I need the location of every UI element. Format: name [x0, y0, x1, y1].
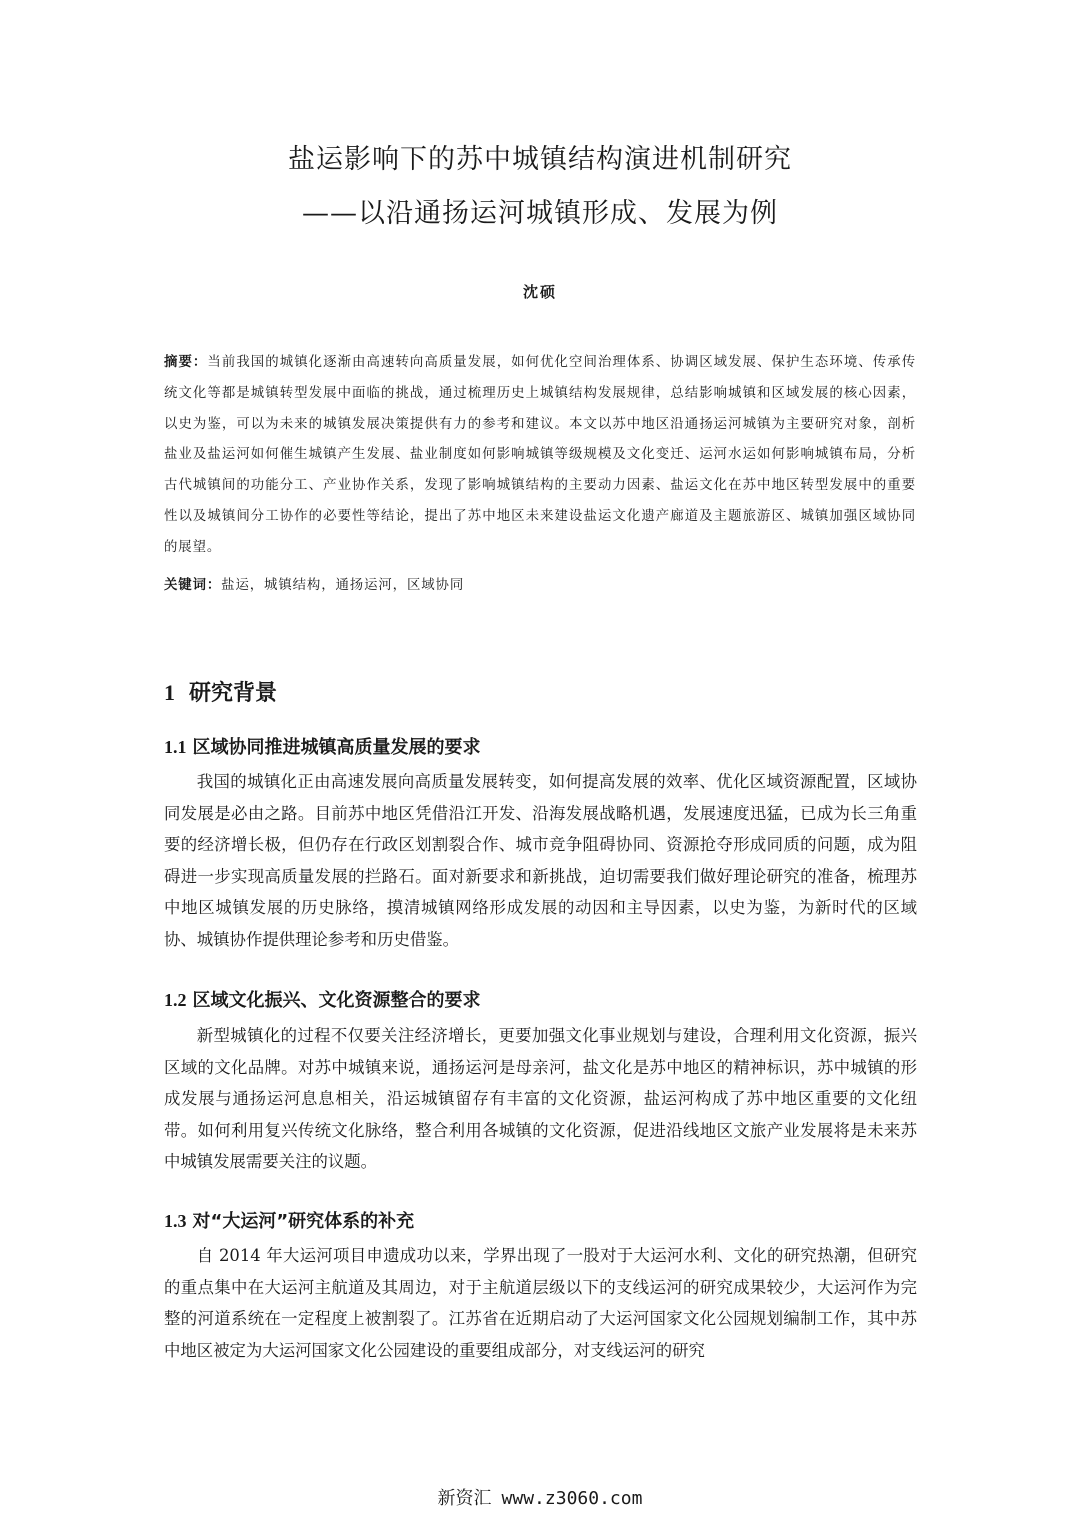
paragraph-1-3: 自 2014 年大运河项目申遗成功以来，学界出现了一股对于大运河水利、文化的研究热潮，但研究的重点集中在大运河主航道及其周边，对于主航道层级以下的支线运河的研究成果较少，大运河作为完整的河道系统在一定程度上被割裂了。江苏省在近期启动了大运河国家文化公园规划编制工作，其中苏中地区被定为大运河国家文化公园建设的重要组成部分，对支线运河的研究: [164, 1246, 917, 1360]
paragraph-1-2: 新型城镇化的过程不仅要关注经济增长，更要加强文化事业规划与建设，合理利用文化资源，振兴区域的文化品牌。对苏中城镇来说，通扬运河是母亲河，盐文化是苏中地区的精神标识，苏中城镇的形成发展与通扬运河息息相关，沿运城镇留存有丰富的文化资源，盐运河构成了苏中地区重要的文化纽带。如何利用复兴传统文化脉络，整合利用各城镇的文化资源，促进沿线地区文旅产业发展将是未来苏中城镇发展需要关注的议题。: [164, 1026, 917, 1171]
subsection-title: 对“大运河”研究体系的补充: [192, 1211, 415, 1232]
subsection-number: 1.2: [164, 990, 187, 1010]
subsection-heading-1-2: [164, 986, 481, 1012]
paper-title: 盐运影响下的苏中城镇结构演进机制研究: [288, 144, 792, 175]
keywords: [164, 574, 464, 593]
subsection-heading-1-3: [164, 1207, 414, 1233]
paper-subtitle: ——以沿通扬运河城镇形成、发展为例: [302, 198, 778, 229]
watermark-footer: [0, 1484, 1080, 1510]
subsection-title: 区域文化振兴、文化资源整合的要求: [192, 990, 481, 1011]
section-number: 1: [164, 680, 175, 705]
author-name: 沈硕: [522, 283, 557, 301]
keywords-label: 关键词：: [164, 577, 222, 593]
section-heading-1: [164, 676, 277, 707]
abstract: [164, 347, 916, 564]
subsection-number: 1.1: [164, 737, 187, 757]
section-title: 研究背景: [189, 681, 278, 706]
subsection-number: 1.3: [164, 1211, 187, 1231]
abstract-label: 摘要：: [164, 354, 208, 370]
subsection-heading-1-1: [164, 733, 481, 759]
subsection-title: 区域协同推进城镇高质量发展的要求: [192, 737, 481, 758]
abstract-text: 当前我国的城镇化逐渐由高速转向高质量发展，如何优化空间治理体系、协调区域发展、保护生态环境、传承传统文化等都是城镇转型发展中面临的挑战，通过梳理历史上城镇结构发展规律，总结影响城镇和区域发展的核心因素，以史为鉴，可以为未来的城镇发展决策提供有力的参考和建议。本文以苏中地区沿通扬运河城镇为主要研究对象，剖析盐业及盐运河如何催生城镇产生发展、盐业制度如何影响城镇等级规模及文化变迁、运河水运如何影响城镇布局，分析古代城镇间的功能分工、产业协作关系，发现了影响城镇结构的主要动力因素、盐运文化在苏中地区转型发展中的重要性以及城镇间分工协作的必要性等结论，提出了苏中地区未来建设盐运文化遗产廊道及主题旅游区、城镇加强区域协同的展望。: [164, 355, 916, 555]
footer-url[interactable]: www.z3060.com: [501, 1488, 643, 1509]
footer-brand: 新资汇: [437, 1488, 492, 1509]
keywords-text: 盐运，城镇结构，通扬运河，区域协同: [221, 578, 465, 593]
paragraph-1-1: 我国的城镇化正由高速发展向高质量发展转变，如何提高发展的效率、优化区域资源配置，区域协同发展是必由之路。目前苏中地区凭借沿江开发、沿海发展战略机遇，发展速度迅猛，已成为长三角重要的经济增长极，但仍存在行政区划割裂合作、城市竞争阻碍协同、资源抢夺形成同质的问题，成为阻碍进一步实现高质量发展的拦路石。面对新要求和新挑战，迫切需要我们做好理论研究的准备，梳理苏中地区城镇发展的历史脉络，摸清城镇网络形成发展的动因和主导因素，以史为鉴，为新时代的区域协、城镇协作提供理论参考和历史借鉴。: [164, 772, 917, 949]
